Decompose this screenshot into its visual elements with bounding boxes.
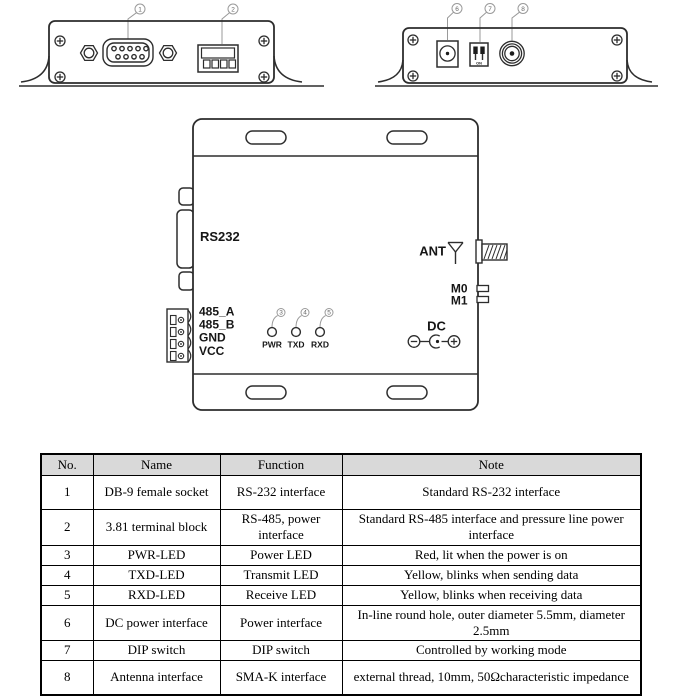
rs232-label: RS232 (200, 229, 240, 244)
table-cell: Transmit LED (220, 565, 342, 585)
table-cell: 7 (41, 641, 93, 661)
table-cell: Receive LED (220, 585, 342, 605)
db9-female-socket (103, 39, 153, 66)
table-cell: TXD-LED (93, 565, 220, 585)
sma-threaded-stub (476, 240, 507, 263)
dip-switch (470, 43, 488, 66)
table-row (41, 510, 641, 546)
screw-icon (612, 35, 622, 45)
table-cell: Standard RS-232 interface (342, 476, 641, 510)
callout-3-number: 3 (279, 309, 283, 317)
rxd-led-label: RXD (311, 339, 329, 350)
col-header-function: Function (220, 454, 342, 476)
rear-panel-view (360, 0, 670, 105)
table-cell: DIP switch (93, 641, 220, 661)
front-panel-view (15, 0, 335, 105)
callout-1-number: 1 (138, 6, 142, 14)
top-view (150, 105, 530, 435)
terminal-485a-label: 485_A (199, 304, 235, 319)
table-cell: Standard RS-485 interface and pressure line power interface (342, 510, 641, 546)
col-header-no: No. (41, 454, 93, 476)
callout-6-number: 6 (455, 5, 459, 13)
ant-label: ANT (419, 243, 446, 259)
txd-led-icon (292, 328, 301, 337)
screw-icon (612, 71, 622, 81)
table-cell: DB-9 female socket (93, 476, 220, 510)
table-cell: PWR-LED (93, 545, 220, 565)
interface-table (40, 453, 642, 696)
table-cell: 1 (41, 476, 93, 510)
hex-nut-icon (160, 46, 177, 61)
table-row (41, 545, 641, 565)
table-cell: 4 (41, 565, 93, 585)
rxd-led-icon (316, 328, 325, 337)
table-cell: DC power interface (93, 605, 220, 641)
screw-icon (55, 72, 65, 82)
callout-8-number: 8 (521, 5, 525, 13)
table-cell: 3 (41, 545, 93, 565)
table-row (41, 661, 641, 695)
m1-label: M1 (450, 293, 468, 308)
pwr-led-icon (268, 328, 277, 337)
table-cell: RS-485, power interface (220, 510, 342, 546)
table-cell: Controlled by working mode (342, 641, 641, 661)
table-row (41, 476, 641, 510)
pwr-led-label: PWR (262, 339, 282, 350)
table-cell: Antenna interface (93, 661, 220, 695)
hex-nut-icon (81, 46, 98, 61)
table-cell: RS-232 interface (220, 476, 342, 510)
table-cell: RXD-LED (93, 585, 220, 605)
terminal-block-profile (167, 309, 191, 362)
table-cell: 6 (41, 605, 93, 641)
callout-7 (480, 4, 495, 43)
table-cell: 8 (41, 661, 93, 695)
screw-icon (259, 36, 269, 46)
table-cell: 2 (41, 510, 93, 546)
table-row (41, 585, 641, 605)
table-cell: SMA-K interface (220, 661, 342, 695)
db9-side-profile (177, 188, 194, 290)
table-cell: 3.81 terminal block (93, 510, 220, 546)
callout-6 (448, 4, 463, 41)
table-cell: Yellow, blinks when sending data (342, 565, 641, 585)
callout-7-number: 7 (488, 5, 492, 13)
terminal-vcc-label: VCC (199, 344, 225, 358)
table-cell: Power interface (220, 605, 342, 641)
screw-icon (408, 71, 418, 81)
table-cell: Yellow, blinks when receiving data (342, 585, 641, 605)
col-header-note: Note (342, 454, 641, 476)
callout-2-number: 2 (231, 6, 235, 14)
table-row (41, 641, 641, 661)
table-cell: Power LED (220, 545, 342, 565)
dc-label: DC (427, 318, 446, 334)
table-header-row (41, 454, 641, 476)
table-row (41, 565, 641, 585)
table-cell: DIP switch (220, 641, 342, 661)
m0-label: M0 (450, 281, 468, 296)
terminal-485b-label: 485_B (199, 317, 235, 332)
terminal-block (198, 45, 238, 72)
dip-on-label: ON (476, 61, 482, 66)
col-header-name: Name (93, 454, 220, 476)
enclosure-body (193, 119, 478, 410)
callout-8 (512, 4, 528, 41)
sma-connector (500, 41, 524, 65)
screw-icon (259, 72, 269, 82)
table-cell: Red, lit when the power is on (342, 545, 641, 565)
table-cell: In-line round hole, outer diameter 5.5mm, diameter 2.5mm (342, 605, 641, 641)
table-row (41, 605, 641, 641)
txd-led-label: TXD (287, 339, 305, 350)
table-cell: external thread, 10mm, 50Ωcharacteristic impedance (342, 661, 641, 695)
callout-2 (222, 4, 238, 44)
screw-icon (55, 36, 65, 46)
dc-power-jack (437, 41, 458, 67)
callout-4-number: 4 (303, 309, 307, 317)
screw-icon (408, 35, 418, 45)
terminal-gnd-label: GND (199, 330, 226, 345)
callout-5-number: 5 (327, 309, 331, 317)
table-cell: 5 (41, 585, 93, 605)
